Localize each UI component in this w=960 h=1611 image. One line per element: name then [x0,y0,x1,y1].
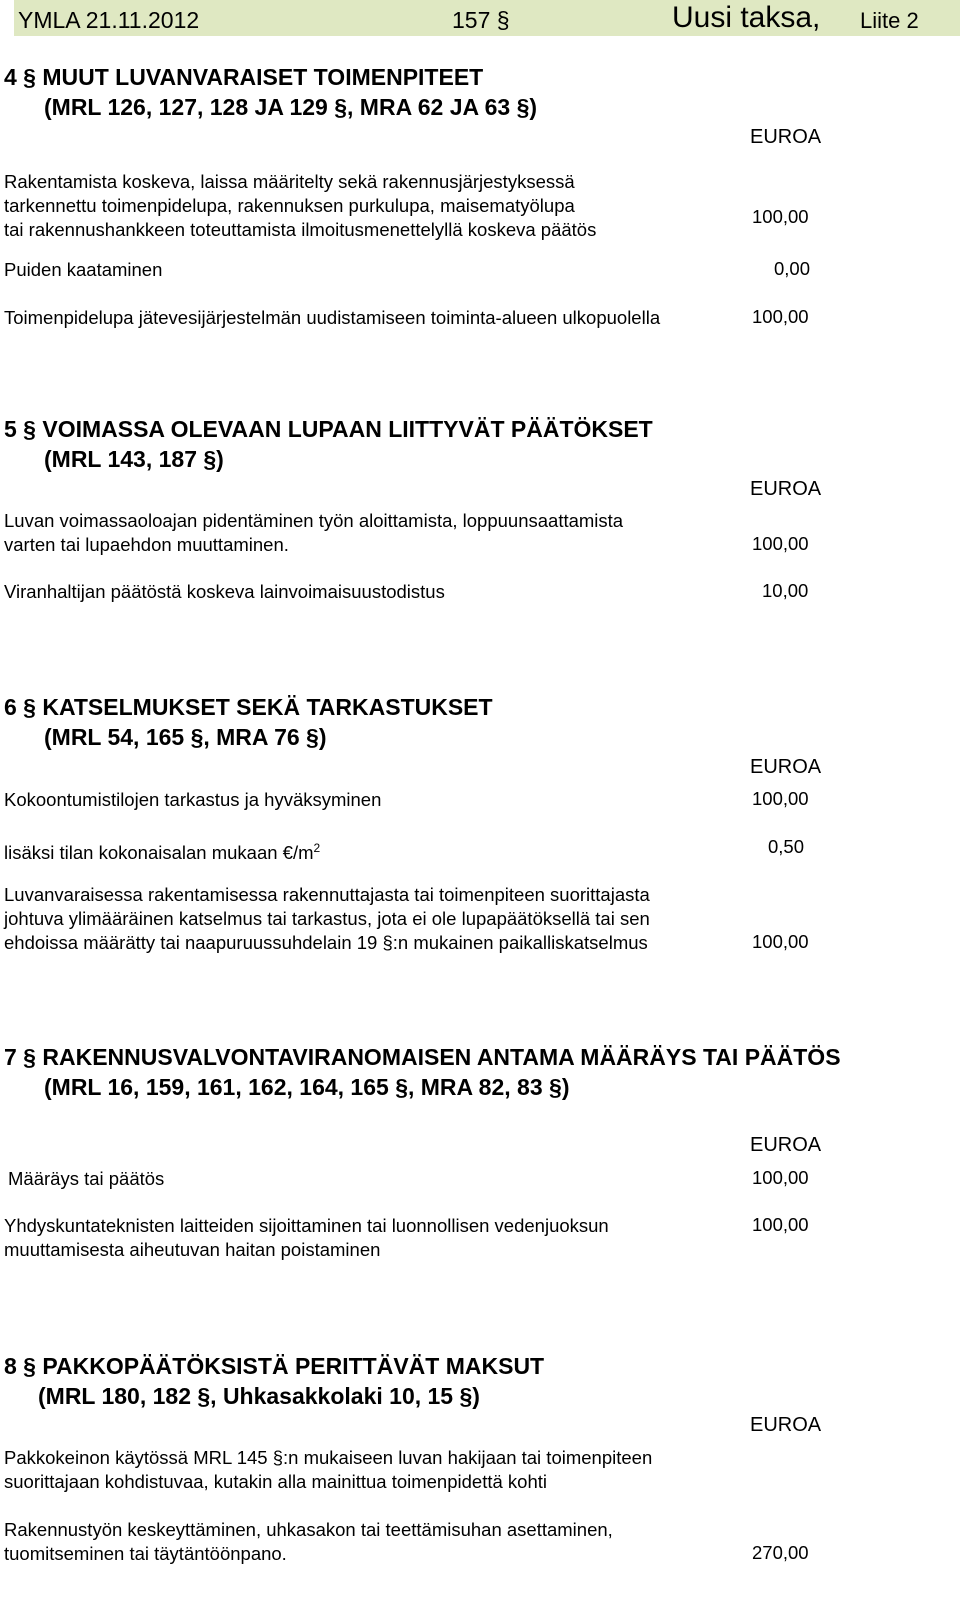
section-subheading: (MRL 143, 187 §) [44,446,224,472]
text-line: muuttamisesta aiheutuvan haitan poistaminen [4,1239,381,1260]
list-item-text [4,1446,652,1494]
text-line: Puiden kaataminen [4,259,163,280]
text-line: Kokoontumistilojen tarkastus ja hyväksyminen [4,789,382,810]
fee-amount: 100,00 [752,1167,809,1188]
list-item-text [4,836,320,865]
currency-label: EUROA [750,1134,822,1156]
section-heading: 5 § VOIMASSA OLEVAAN LUPAAN LIITTYVÄT PÄÄTÖKSET [4,416,653,442]
list-item-text [4,258,162,282]
text-line: suorittajaan kohdistuvaa, kutakin alla mainittua toimenpidettä kohti [4,1471,547,1492]
text-line: Luvan voimassaoloajan pidentäminen työn aloittamista, loppuunsaattamista [4,510,624,531]
fee-amount: 100,00 [752,931,809,952]
list-item-text [4,509,623,557]
list-item-text [4,580,445,604]
fee-amount: 100,00 [752,788,809,809]
list-item-text [4,1214,609,1262]
currency-label: EUROA [750,478,822,500]
fee-amount: 100,00 [752,306,809,327]
text-line: lisäksi tilan kokonaisalan mukaan €/m [4,842,314,864]
section-heading: 7 § RAKENNUSVALVONTAVIRANOMAISEN ANTAMA MÄÄRÄYS TAI PÄÄTÖS [4,1044,841,1070]
list-item-text [8,1167,164,1191]
fee-amount: 100,00 [752,1214,809,1235]
list-item-text [4,1518,613,1566]
header-date: YMLA 21.11.2012 [18,7,200,33]
fee-amount: 0,00 [774,258,811,279]
section-subheading: (MRL 16, 159, 161, 162, 164, 165 §, MRA 82, 83 §) [44,1074,570,1100]
section-heading: 8 § PAKKOPÄÄTÖKSISTÄ PERITTÄVÄT MAKSUT [4,1353,545,1379]
text-line: tai rakennushankkeen toteuttamista ilmoitusmenettelyllä koskeva päätös [4,219,597,240]
header-appendix: Liite 2 [860,8,919,33]
text-line: varten tai lupaehdon muuttaminen. [4,534,289,555]
list-item-text [4,170,596,242]
section-heading: 4 § MUUT LUVANVARAISET TOIMENPITEET [4,64,484,90]
text-line: Toimenpidelupa jätevesijärjestelmän uudistamiseen toiminta-alueen ulkopuolella [4,307,661,328]
text-line: Viranhaltijan päätöstä koskeva lainvoimaisuustodistus [4,581,445,602]
section-subheading: (MRL 180, 182 §, Uhkasakkolaki 10, 15 §) [38,1383,480,1409]
text-line: Rakentamista koskeva, laissa määritelty sekä rakennusjärjestyksessä [4,171,575,192]
text-line: Yhdyskuntateknisten laitteiden sijoittaminen tai luonnollisen vedenjuoksun [4,1215,609,1236]
text-line: tuomitseminen tai täytäntöönpano. [4,1543,287,1564]
header-title: Uusi taksa, [672,1,821,34]
section-subheading: (MRL 126, 127, 128 JA 129 §, MRA 62 JA 63 §) [44,94,538,120]
list-item-text [4,788,381,812]
fee-amount: 0,50 [768,836,805,857]
section-heading: 6 § KATSELMUKSET SEKÄ TARKASTUKSET [4,694,493,720]
fee-amount: 10,00 [762,580,809,601]
currency-label: EUROA [750,756,822,778]
fee-amount: 270,00 [752,1542,809,1563]
section-subheading: (MRL 54, 165 §, MRA 76 §) [44,724,327,750]
superscript: 2 [313,841,321,855]
list-item-text [4,883,650,955]
fee-amount: 100,00 [752,533,809,554]
text-line: Luvanvaraisessa rakentamisessa rakennuttajasta tai toimenpiteen suorittajasta [4,884,650,905]
list-item-text [4,306,660,330]
header-page-number: 157 § [452,7,510,33]
text-line: ehdoissa määrätty tai naapuruussuhdelain 19 §:n mukainen paikalliskatselmus [4,932,648,953]
text-line: Pakkokeinon käytössä MRL 145 §:n mukaiseen luvan hakijaan tai toimenpiteen [4,1447,653,1468]
currency-label: EUROA [750,126,822,148]
fee-amount: 100,00 [752,206,809,227]
text-line: tarkennettu toimenpidelupa, rakennuksen purkulupa, maisematyölupa [4,195,575,216]
text-line: johtuva ylimääräinen katselmus tai tarkastus, jota ei ole lupapäätöksellä tai sen [4,908,650,929]
currency-label: EUROA [750,1414,822,1436]
text-line: Rakennustyön keskeyttäminen, uhkasakon tai teettämisuhan asettaminen, [4,1519,613,1540]
text-line: Määräys tai päätös [8,1168,165,1189]
